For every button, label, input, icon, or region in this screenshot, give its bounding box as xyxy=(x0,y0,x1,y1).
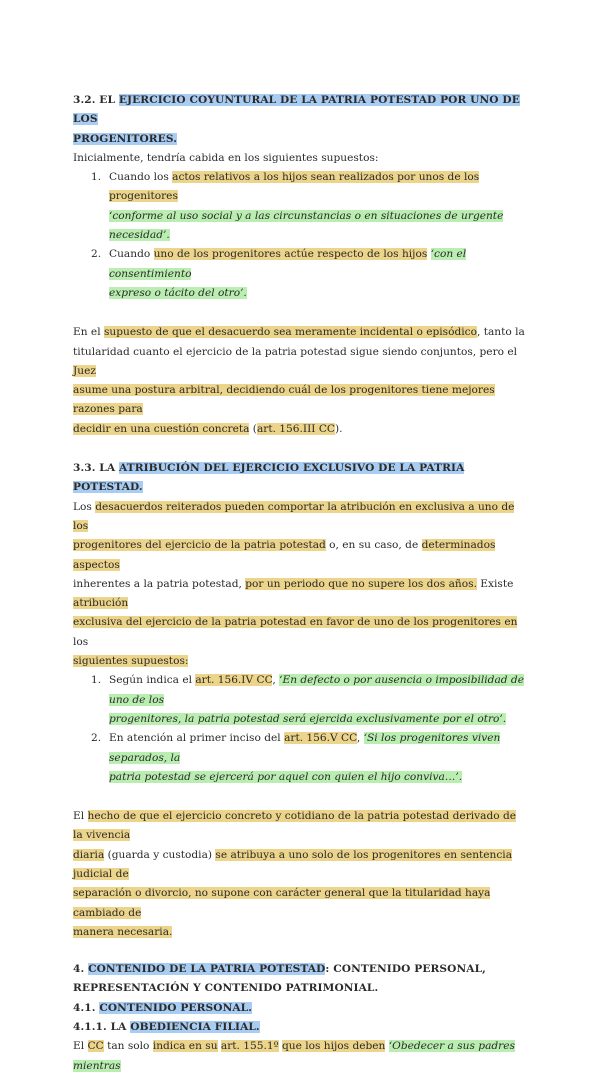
section-3-2-heading: 3.2. EL EJERCICIO COYUNTURAL DE LA PATRIA POTESTAD POR UNO DE LOS PROGENITORES. xyxy=(73,94,520,145)
list-item: 1. Cuando los actos relativos a los hijos sean realizados por unos de los progenitores ‘conforme al uso social y a las circunstancias o en situaciones de urgente necesidad’. xyxy=(91,171,504,242)
section-4-1-1-heading: 4.1.1. LA OBEDIENCIA FILIAL. xyxy=(73,1021,260,1034)
section-4-1-heading: 4.1. CONTENIDO PERSONAL. xyxy=(73,1001,253,1014)
list-item: 2. Cuando uno de los progenitores actúe respecto de los hijos ‘con el consentimiento expreso o tácito del otro’. xyxy=(91,248,467,299)
paragraph-ejercicio-cotidiano: El hecho de que el ejercicio concreto y cotidiano de la patria potestad derivado de la vivencia diaria (guarda y custodia) se atribuya a uno solo de los progenitores en sentencia judicial de separación o divorcio, no supone con carácter general que la titularidad haya cambiado de manera necesaria. xyxy=(73,810,517,938)
section-3-3-heading: 3.3. LA ATRIBUCIÓN DEL EJERCICIO EXCLUSIVO DE LA PATRIA POTESTAD. xyxy=(73,462,465,494)
section-3-3-list xyxy=(73,671,528,787)
list-item: 1. Según indica el art. 156.IV CC, ‘En defecto o por ausencia o imposibilidad de uno de los progenitores, la patria potestad será ejercida exclusivamente por el otro’. xyxy=(91,674,524,725)
paragraph-obediencia: El CC tan solo indica en su art. 155.1º que los hijos deben ‘Obedecer a sus padres mientras xyxy=(73,1040,515,1072)
section-4-heading: 4. CONTENIDO DE LA PATRIA POTESTAD: CONTENIDO PERSONAL, REPRESENTACIÓN Y CONTENIDO PATRIMONIAL. xyxy=(73,963,486,995)
list-item: 2. En atención al primer inciso del art. 156.V CC, ‘Si los progenitores viven separados, la patria potestad se ejercerá por aquel con quien el hijo conviva…’. xyxy=(91,732,501,783)
section-3-3-body: Los desacuerdos reiterados pueden comportar la atribución en exclusiva a uno de los progenitores del ejercicio de la patria potestad o, en su caso, de determinados aspectos inherentes a la patria potestad, por un periodo que no supere los dos años. Existe atribución exclusiva del ejercicio de la patria potestad en favor de uno de los progenitores en los siguientes supuestos: xyxy=(73,500,518,668)
paragraph-desacuerdo-incidental: En el supuesto de que el desacuerdo sea meramente incidental o episódico, tanto la titularidad cuanto el ejercicio de la patria potestad sigue siendo conjuntos, pero el Juez asume una postura arbitral, decidiendo cuál de los progenitores tiene mejores razones para decidir en una cuestión concreta (art. 156.III CC). xyxy=(73,326,525,435)
section-3-2-list xyxy=(73,168,528,303)
document-page xyxy=(73,91,528,1076)
section-3-2-intro: Inicialmente, tendría cabida en los siguientes supuestos: xyxy=(73,151,379,164)
